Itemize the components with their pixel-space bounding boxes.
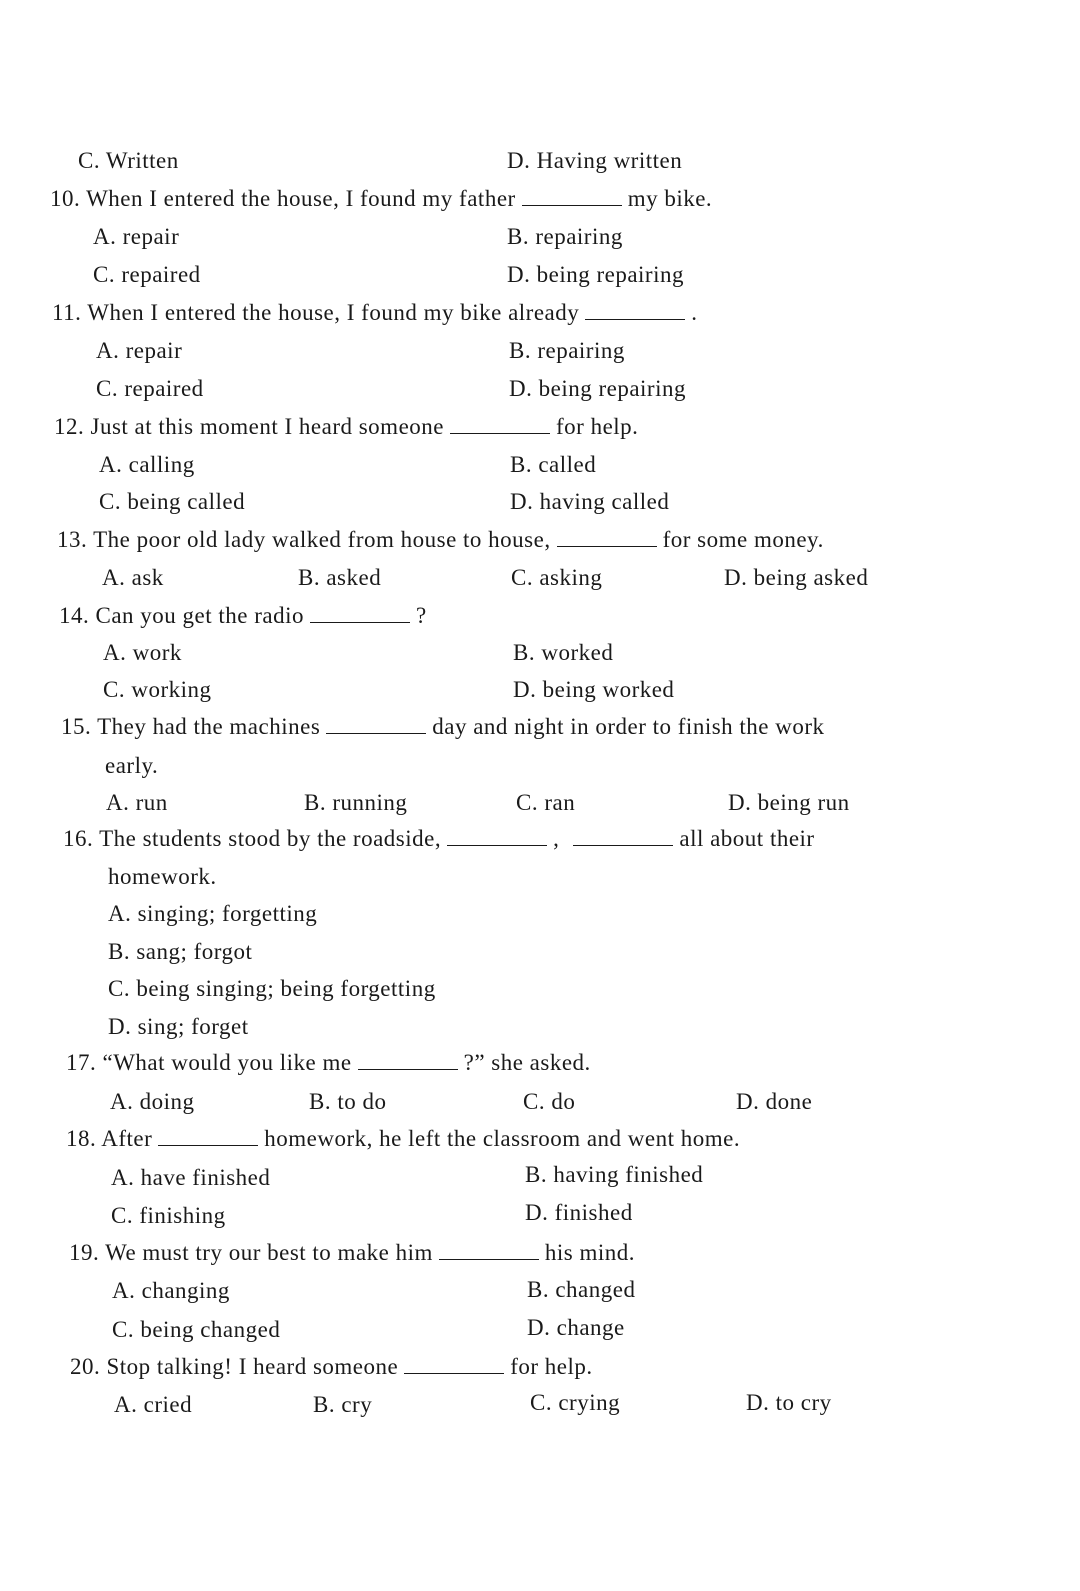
question-20 (70, 1354, 593, 1380)
option-c: C. crying (530, 1390, 621, 1415)
question-17 (66, 1050, 591, 1076)
question-text: After (101, 1126, 153, 1151)
option-c: C. ran (516, 790, 576, 815)
question-15 (61, 714, 825, 740)
option-d: D. being worked (513, 677, 675, 702)
question-text: Just at this moment I heard someone (90, 414, 444, 439)
option-d: D. Having written (507, 148, 683, 173)
option-b: B. repairing (507, 224, 623, 249)
question-text-end: ?” she asked. (463, 1050, 591, 1075)
question-text-end: my bike. (627, 186, 713, 211)
option-a: A. repair (93, 224, 180, 249)
question-11 (52, 300, 698, 326)
question-number: 10. (50, 186, 81, 211)
answer-blank (447, 845, 547, 846)
option-b: B. running (304, 790, 408, 815)
question-text: The poor old lady walked from house to house, (93, 527, 551, 552)
question-10 (50, 186, 712, 212)
option-a: A. run (106, 790, 168, 815)
option-b: B. called (510, 452, 597, 477)
question-number: 17. (66, 1050, 97, 1075)
question-text-end: ? (416, 603, 427, 628)
option-a: A. cried (114, 1392, 193, 1417)
question-text: When I entered the house, I found my father (86, 186, 516, 211)
answer-blank (522, 205, 622, 206)
option-b: B. sang; forgot (108, 939, 253, 964)
option-d: D. being repairing (509, 376, 686, 401)
question-12 (54, 414, 638, 440)
question-13 (57, 527, 824, 553)
option-b: B. to do (309, 1089, 387, 1114)
question-number: 19. (69, 1240, 100, 1265)
question-19 (69, 1240, 635, 1266)
option-d: D. being repairing (507, 262, 684, 287)
option-b: B. repairing (509, 338, 625, 363)
option-b: B. asked (298, 565, 382, 590)
question-text-end: his mind. (544, 1240, 636, 1265)
option-c: C. being singing; being forgetting (108, 976, 436, 1001)
question-text-end: for some money. (662, 527, 824, 552)
option-d: D. finished (525, 1200, 633, 1225)
option-c: C. Written (78, 148, 179, 173)
question-text: When I entered the house, I found my bike already (87, 300, 580, 325)
question-number: 15. (61, 714, 92, 739)
option-c: C. do (523, 1089, 576, 1114)
option-c: C. being called (99, 489, 246, 514)
option-d: D. done (736, 1089, 813, 1114)
option-a: A. singing; forgetting (108, 901, 318, 926)
answer-blank (585, 319, 685, 320)
answer-blank (573, 845, 673, 846)
question-number: 13. (57, 527, 88, 552)
question-text: They had the machines (97, 714, 321, 739)
question-text-end: all about their (679, 826, 815, 851)
question-number: 16. (63, 826, 94, 851)
question-text-end: homework, he left the classroom and went home. (264, 1126, 741, 1151)
question-separator: , (553, 826, 560, 851)
option-d: D. being run (728, 790, 850, 815)
answer-blank (439, 1259, 539, 1260)
option-c: C. asking (511, 565, 603, 590)
question-text: We must try our best to make him (105, 1240, 433, 1265)
question-number: 12. (54, 414, 85, 439)
answer-blank (326, 733, 426, 734)
option-c: C. finishing (111, 1203, 226, 1228)
option-d: D. having called (510, 489, 670, 514)
question-16 (63, 826, 815, 852)
answer-blank (158, 1145, 258, 1146)
option-d: D. being asked (724, 565, 869, 590)
option-a: A. changing (112, 1278, 230, 1303)
question-text: Stop talking! I heard someone (106, 1354, 399, 1379)
question-14 (59, 603, 427, 629)
question-text: The students stood by the roadside, (99, 826, 442, 851)
option-c: C. being changed (112, 1317, 281, 1342)
question-number: 20. (70, 1354, 101, 1379)
question-continuation: homework. (108, 864, 217, 889)
answer-blank (404, 1373, 504, 1374)
answer-blank (358, 1069, 458, 1070)
question-text-end: for help. (510, 1354, 593, 1379)
question-number: 18. (66, 1126, 97, 1151)
question-number: 14. (59, 603, 90, 628)
option-a: A. work (103, 640, 182, 665)
question-text-end: . (691, 300, 698, 325)
answer-blank (310, 622, 410, 623)
option-a: A. doing (110, 1089, 195, 1114)
option-c: C. repaired (93, 262, 201, 287)
option-b: B. having finished (525, 1162, 704, 1187)
answer-blank (450, 433, 550, 434)
option-c: C. repaired (96, 376, 204, 401)
option-d: D. to cry (746, 1390, 832, 1415)
option-b: B. cry (313, 1392, 373, 1417)
option-a: A. calling (99, 452, 195, 477)
question-text-end: day and night in order to finish the work (432, 714, 825, 739)
answer-blank (557, 546, 657, 547)
question-18 (66, 1126, 740, 1152)
question-text: Can you get the radio (95, 603, 305, 628)
option-b: B. worked (513, 640, 614, 665)
option-a: A. ask (102, 565, 164, 590)
option-c: C. working (103, 677, 212, 702)
option-d: D. sing; forget (108, 1014, 249, 1039)
question-continuation: early. (105, 753, 159, 778)
option-b: B. changed (527, 1277, 636, 1302)
option-a: A. have finished (111, 1165, 271, 1190)
option-a: A. repair (96, 338, 183, 363)
question-text: “What would you like me (102, 1050, 352, 1075)
option-d: D. change (527, 1315, 625, 1340)
question-number: 11. (52, 300, 82, 325)
question-text-end: for help. (556, 414, 639, 439)
